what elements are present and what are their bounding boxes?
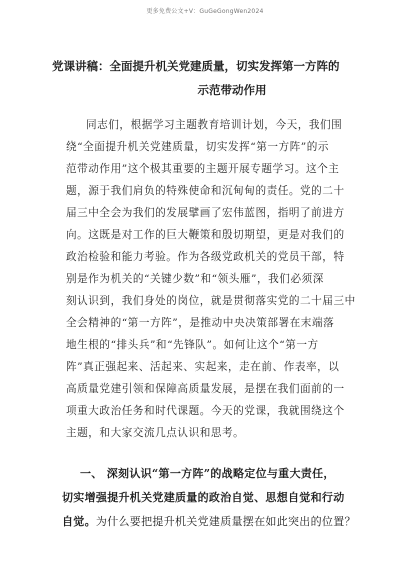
section-heading-line-3 <box>62 513 362 529</box>
paragraph-line: 向。这既是对工作的巨大鞭策和殷切期望，更是对我们的 <box>66 229 345 241</box>
paragraph-line: 主题，和大家交流几点认识和思考。 <box>66 427 245 439</box>
paragraph-line: 高质量党建引领和保障高质量发展，是摆在我们面前的一 <box>66 383 345 395</box>
header-note: 更多免费公文+V：GuGeGongWen2024 <box>146 8 264 15</box>
paragraph-line: 政治检验和能力考验。作为各级党政机关的党员干部，特 <box>66 251 345 263</box>
section-body-start: 为什么要把提升机关党建质量摆在如此突出的位置？ <box>95 515 356 528</box>
section-heading-line-1: 一、 深刻认识“第一方阵”的战略定位与重大责任， <box>80 467 335 480</box>
paragraph-line: 项重大政治任务和时代课题。今天的党课，我就围绕这个 <box>66 405 345 417</box>
paragraph-line: 范带动作用”这个极其重要的主题开展专题学习。这个主 <box>66 163 340 175</box>
paragraph-line: 地生根的“排头兵”和“先锋队”。如何让这个“第一方 <box>66 339 319 351</box>
document-title-line-2: 示范带动作用 <box>197 83 267 97</box>
section-heading-line-2: 切实增强提升机关党建质量的政治自觉、思想自觉和行动 <box>62 491 345 504</box>
paragraph-line: 绕“全面提升机关党建质量，切实发挥“第一方阵”的示 <box>66 141 330 153</box>
paragraph-line: 刻认识到，我们身处的岗位，就是贯彻落实党的二十届三中 <box>66 295 356 307</box>
paragraph-line: 届三中全会为我们的发展擘画了宏伟蓝图，指明了前进方 <box>66 207 345 219</box>
paragraph-line: 同志们，根据学习主题教育培训计划，今天，我们围 <box>86 119 343 131</box>
paragraph-line: 阵”真正强起来、活起来、实起来，走在前、作表率，以 <box>66 361 340 373</box>
paragraph-line: 全会精神的“第一方阵”，是推动中央决策部署在末端落 <box>66 317 335 329</box>
paragraph-line: 题，源于我们肩负的特殊使命和沉甸甸的责任。党的二十 <box>66 185 345 197</box>
paragraph-line: 别是作为机关的“关键少数”和“领头雁”，我们必须深 <box>66 273 324 285</box>
section-heading-bold-tail: 自觉。 <box>62 515 96 528</box>
document-title-line-1: 党课讲稿：全面提升机关党建质量，切实发挥第一方阵的 <box>52 59 340 73</box>
